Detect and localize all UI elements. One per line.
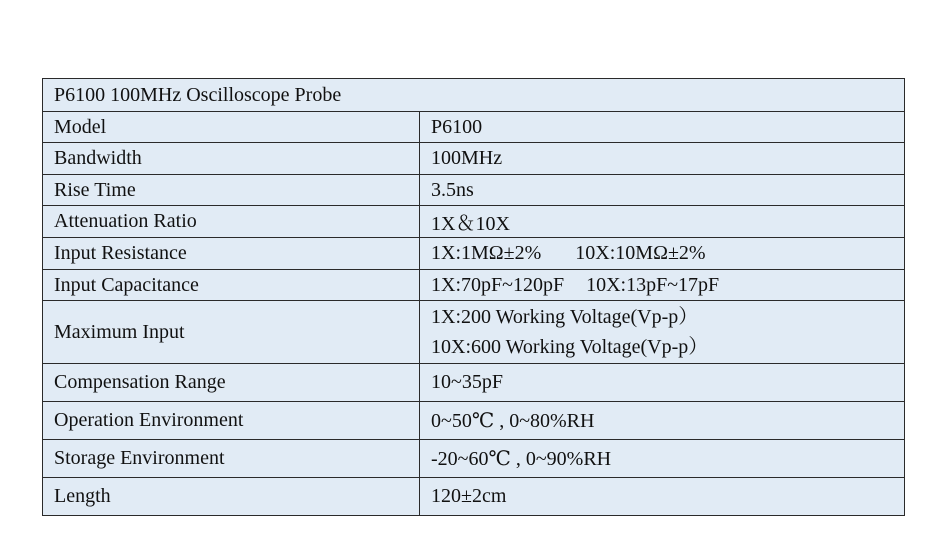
spec-label-storage-env: Storage Environment: [43, 440, 420, 478]
spec-value-max-input: [420, 301, 905, 364]
spec-table: [42, 78, 905, 516]
spec-label-operation-env: Operation Environment: [43, 402, 420, 440]
spec-value-attenuation: 1X＆10X: [420, 206, 905, 238]
spec-label-input-capacitance: Input Capacitance: [43, 270, 420, 301]
spec-label-rise-time: Rise Time: [43, 175, 420, 206]
spec-value-operation-env: 0~50℃ , 0~80%RH: [420, 402, 905, 440]
table-row: [43, 206, 905, 238]
table-row: [43, 301, 905, 364]
spec-value-model: P6100: [420, 112, 905, 143]
spec-value-length: 120±2cm: [420, 478, 905, 516]
table-row: [43, 478, 905, 516]
spec-value-compensation: 10~35pF: [420, 364, 905, 402]
max-input-line-10x: 10X:600 Working Voltage(Vp-p）: [431, 336, 709, 358]
table-row: [43, 143, 905, 175]
max-input-line-1x: 1X:200 Working Voltage(Vp-p）: [431, 306, 699, 328]
input-resistance-1x: 1X:1MΩ±2%: [431, 242, 542, 264]
table-title-row: [43, 79, 905, 112]
spec-label-attenuation: Attenuation Ratio: [43, 206, 420, 238]
table-row: [43, 112, 905, 143]
spec-label-model: Model: [43, 112, 420, 143]
input-capacitance-1x: 1X:70pF~120pF: [431, 273, 565, 296]
table-row: [43, 440, 905, 478]
spec-value-bandwidth: 100MHz: [420, 143, 905, 175]
spec-value-input-resistance: [420, 238, 905, 270]
input-capacitance-10x: 10X:13pF~17pF: [586, 273, 720, 296]
spec-value-storage-env: -20~60℃ , 0~90%RH: [420, 440, 905, 478]
table-row: [43, 238, 905, 270]
spec-value-rise-time: 3.5ns: [420, 175, 905, 206]
spec-label-max-input: Maximum Input: [43, 301, 420, 364]
spec-label-compensation: Compensation Range: [43, 364, 420, 402]
table-row: [43, 364, 905, 402]
table-row: [43, 175, 905, 206]
spec-label-input-resistance: Input Resistance: [43, 238, 420, 270]
table-row: [43, 402, 905, 440]
spec-label-length: Length: [43, 478, 420, 516]
input-resistance-10x: 10X:10MΩ±2%: [575, 242, 706, 264]
table-row: [43, 270, 905, 301]
spec-label-bandwidth: Bandwidth: [43, 143, 420, 175]
spec-value-input-capacitance: [420, 270, 905, 301]
table-title: P6100 100MHz Oscilloscope Probe: [43, 79, 905, 112]
